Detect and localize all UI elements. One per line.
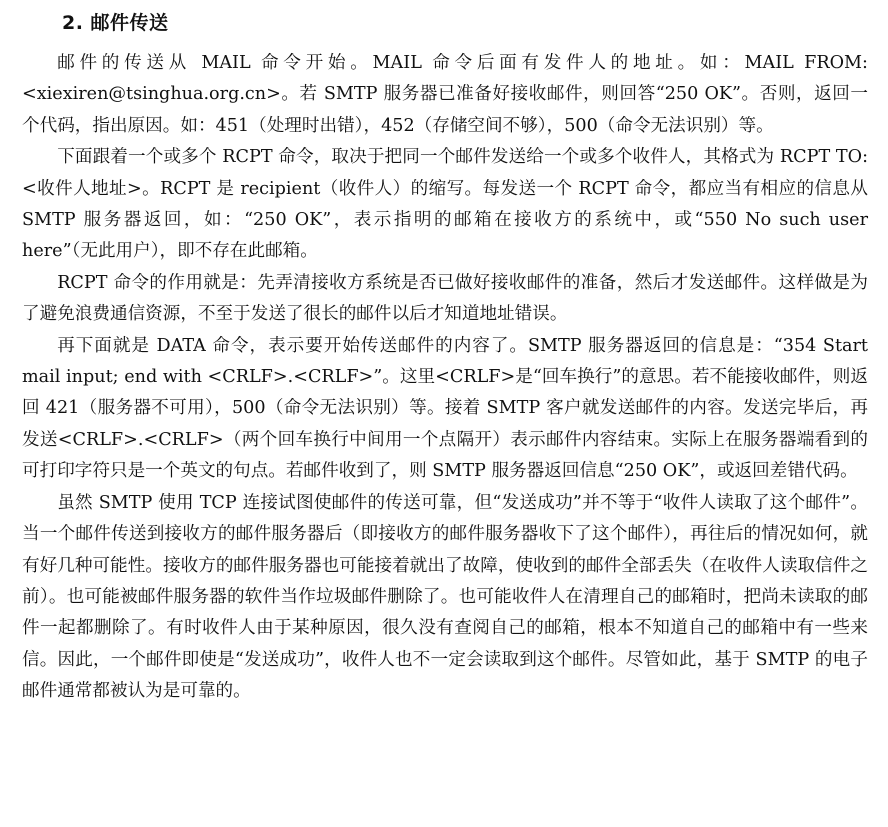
paragraph-mail-command: 邮件的传送从 MAIL 命令开始。MAIL 命令后面有发件人的地址。如：MAIL FROM: <xiexiren@tsinghua.org.cn>。若 SMTP 服务器已准备好接收邮件，则回答“250 OK”。否则，返回一个代码，指出原因。如：451（处理时出错），452（存储空间不够），500（命令无法识别）等。 [22,53,868,136]
section-title: 2. 邮件传送 [62,12,169,34]
paragraph-rcpt-command: 下面跟着一个或多个 RCPT 命令，取决于把同一个邮件发送给一个或多个收件人，其格式为 RCPT TO: <收件人地址>。RCPT 是 recipient（收件人）的缩写。每发送一个 RCPT 命令，都应当有相应的信息从 SMTP 服务器返回，如：“250 OK”，表示指明的邮箱在接收方的系统中，或“550 No such user here”（无此用户），即不存在此邮箱。 [22,147,868,262]
paragraph-rcpt-purpose: RCPT 命令的作用就是：先弄清接收方系统是否已做好接收邮件的准备，然后才发送邮件。这样做是为了避免浪费通信资源，不至于发送了很长的邮件以后才知道地址错误。 [22,272,868,325]
paragraph-data-command: 再下面就是 DATA 命令，表示要开始传送邮件的内容了。SMTP 服务器返回的信息是：“354 Start mail input; end with <CRLF>.<CRLF>”。这里<CRLF>是“回车换行”的意思。若不能接收邮件，则返回 421（服务器不可用），500（命令无法识别）等。接着 SMTP 客户就发送邮件的内容。发送完毕后，再发送<CRLF>.<CRLF>（两个回车换行中间用一个点隔开）表示邮件内容结束。实际上在服务器端看到的可打印字符只是一个英文的句点。若邮件收到了，则 SMTP 服务器返回信息“250 OK”，或返回差错代码。 [22,335,868,482]
paragraph-reliability: 虽然 SMTP 使用 TCP 连接试图使邮件的传送可靠，但“发送成功”并不等于“收件人读取了这个邮件”。当一个邮件传送到接收方的邮件服务器后（即接收方的邮件服务器收下了这个邮件），再往后的情况如何，就有好几种可能性。接收方的邮件服务器也可能接着就出了故障，使收到的邮件全部丢失（在收件人读取信件之前）。也可能被邮件服务器的软件当作垃圾邮件删除了。也可能收件人在清理自己的邮箱时，把尚未读取的邮件一起都删除了。有时收件人由于某种原因，很久没有查阅自己的邮箱，根本不知道自己的邮箱中有一些来信。因此，一个邮件即使是“发送成功”，收件人也不一定会读取到这个邮件。尽管如此，基于 SMTP 的电子邮件通常都被认为是可靠的。 [22,492,868,702]
